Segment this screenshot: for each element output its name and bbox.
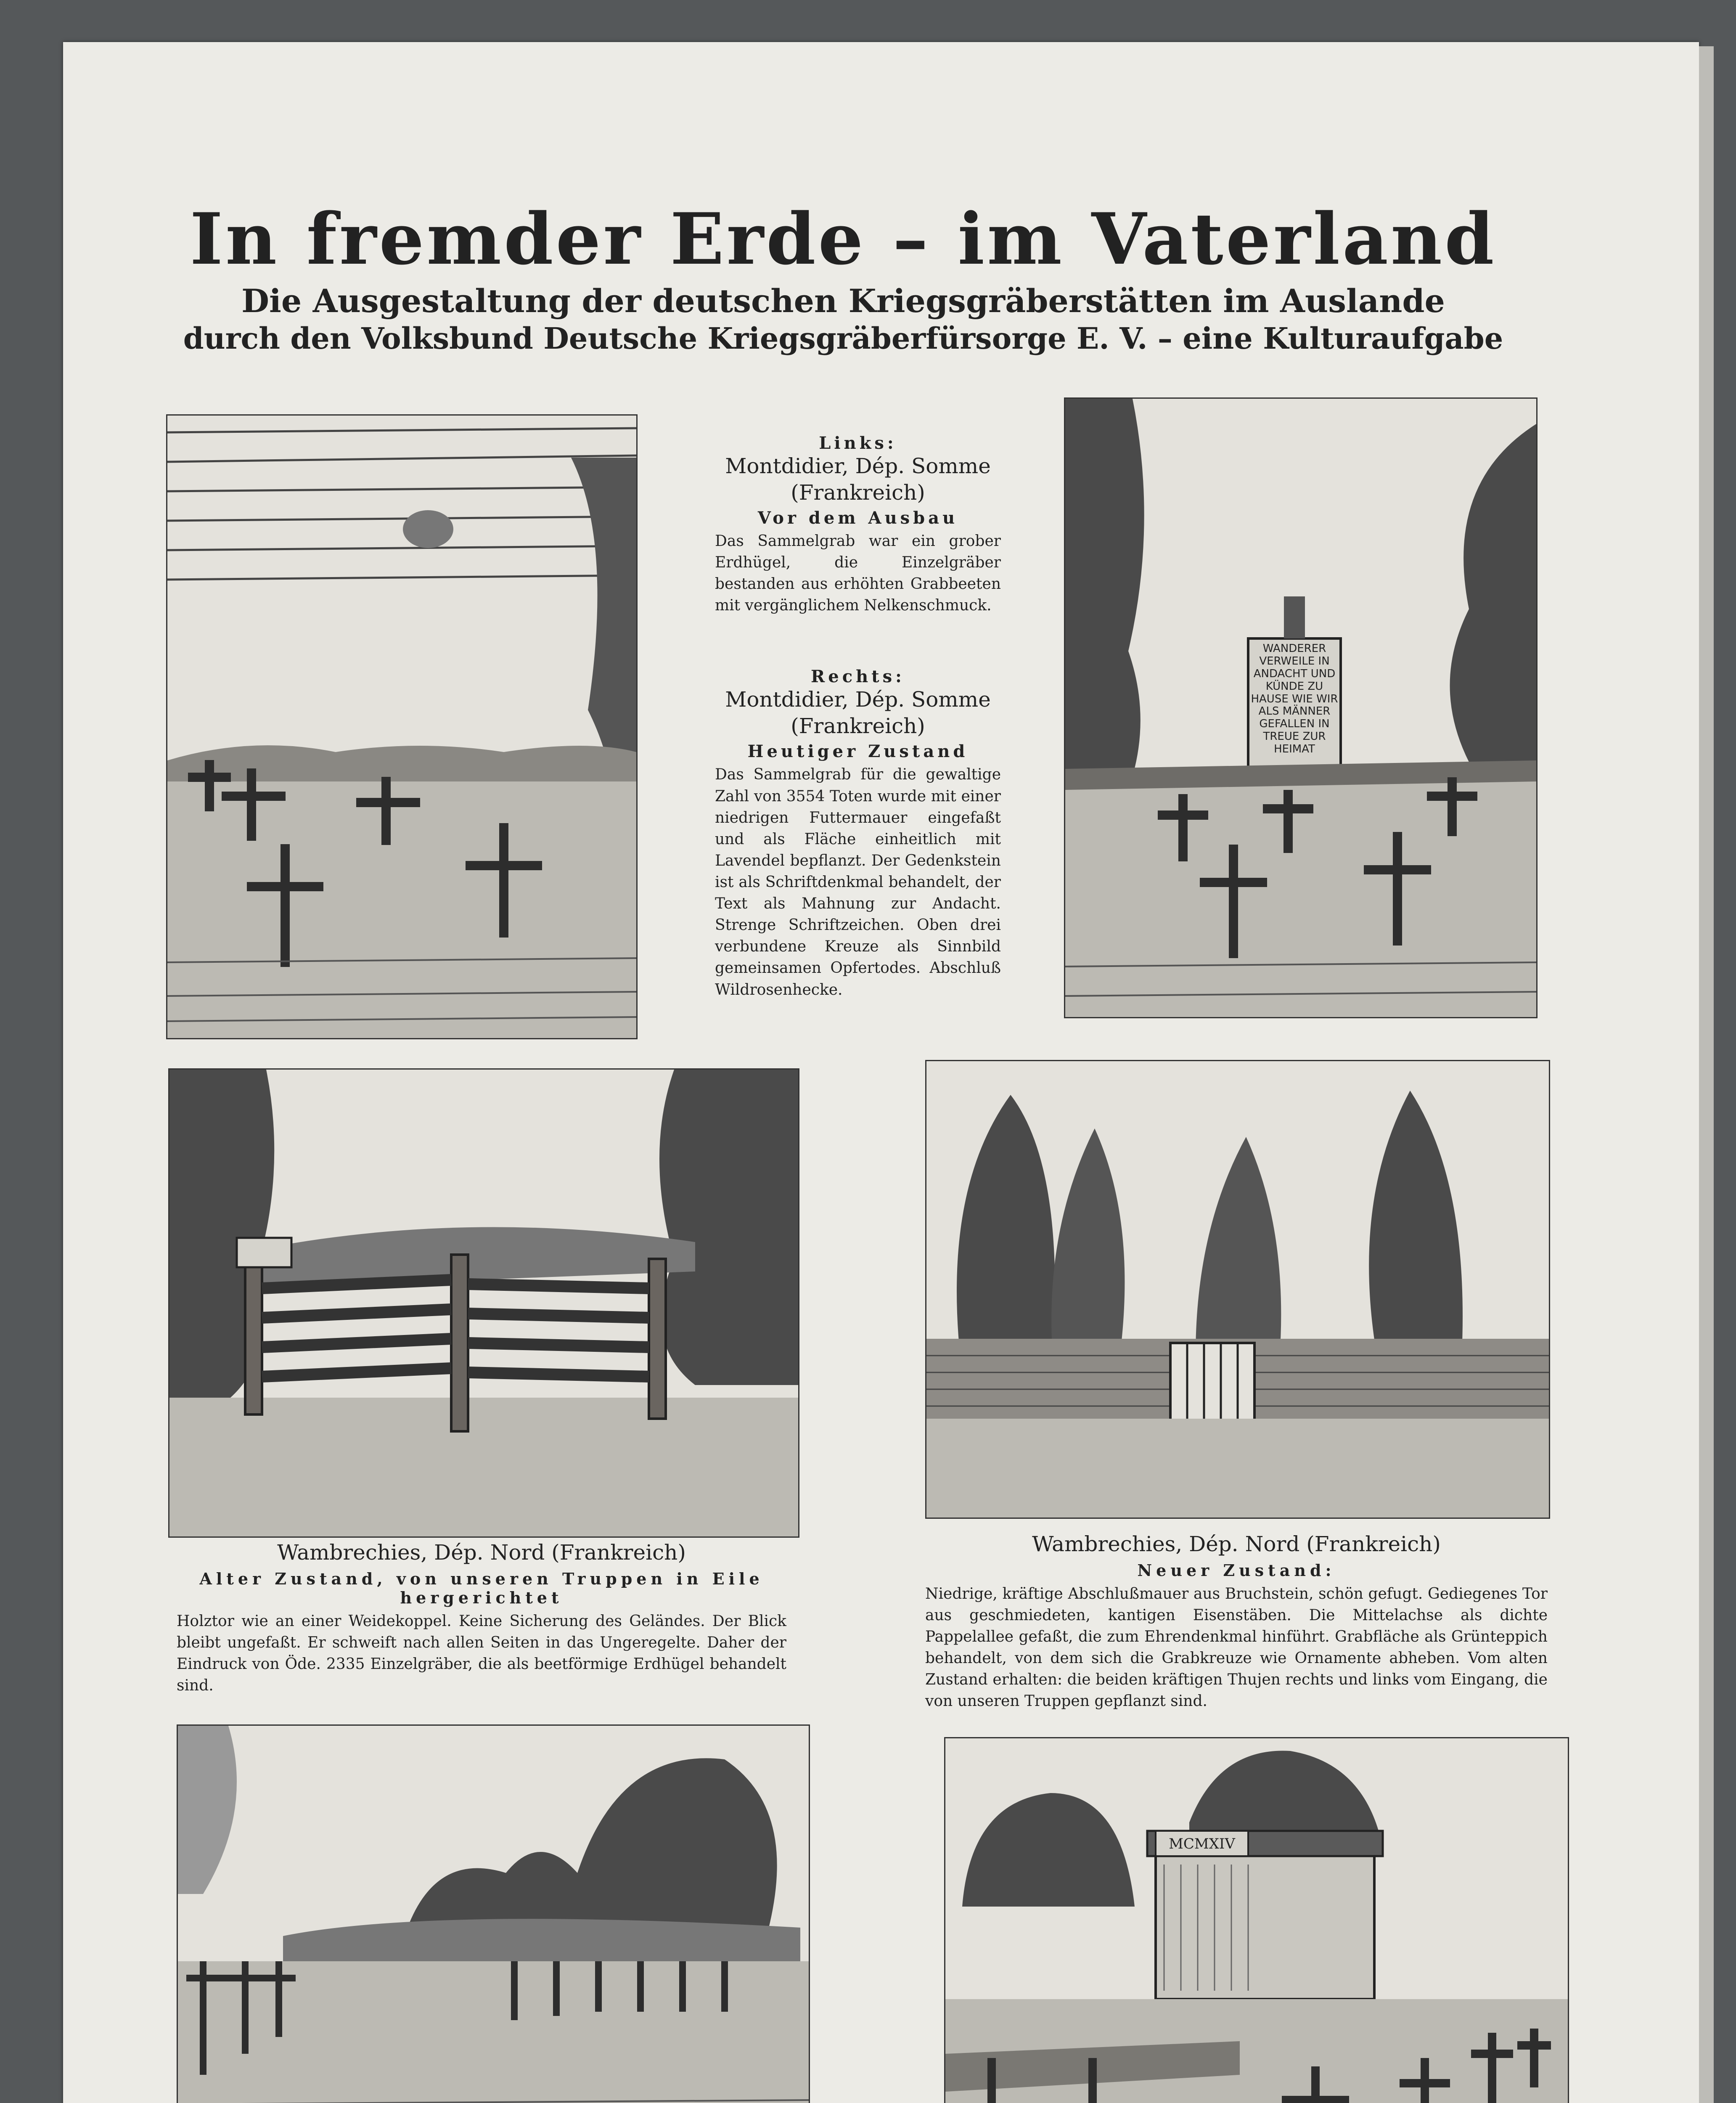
caption-wambrechies-left — [177, 1539, 786, 1696]
monument-inscription: WANDERER VERWEILE IN ANDACHT UND KÜNDE ZU HAUSE WIE WIR ALS MÄNNER GEFALLEN IN TREUE ZUR HEIMAT — [1251, 643, 1338, 756]
caption-body: Das Sammelgrab war ein grober Erdhügel, die Einzelgräber bestanden aus erhöhten Grabbeeten mit vergänglichem Nelkenschmuck. — [715, 532, 1001, 614]
caption-wambrechies-right — [925, 1531, 1548, 1712]
caption-state: Neuer Zustand: — [1137, 1560, 1336, 1580]
page-edge — [1699, 46, 1714, 2103]
illustration-viry-before — [177, 1724, 810, 2103]
illustration-montdidier-before — [166, 414, 638, 1039]
caption-montdidier — [715, 433, 1001, 1001]
article-header — [160, 197, 1527, 356]
sarcophagus-inscription: MCMXIV — [1169, 1835, 1235, 1852]
caption-place: Wambrechies, Dép. Nord (Frankreich) — [1032, 1532, 1441, 1556]
caption-label-left: Links: — [819, 433, 897, 453]
article-title: In fremder Erde – im Vaterland — [190, 197, 1497, 281]
caption-state: Vor dem Ausbau — [757, 508, 958, 528]
caption-body: Das Sammelgrab für die gewaltige Zahl von 3554 Toten wurde mit einer niedrigen Futtermauer eingefaßt und als Fläche einheitlich mit Lavendel bepflanzt. Der Gedenkstein ist als Schriftdenkmal behandelt, der Text als Mahnung zur Andacht. Strenge Schriftzeichen. Oben drei verbundene Kreuze als Sinnbild gemeinsamen Opfertodes. Abschluß Wildrosenhecke. — [715, 766, 1001, 999]
caption-place: Montdidier, Dép. Somme (Frankreich) — [725, 687, 991, 738]
illustration-wambrechies-before — [168, 1068, 799, 1538]
caption-state: Heutiger Zustand — [747, 742, 969, 762]
caption-body: Holztor wie an einer Weidekoppel. Keine Sicherung des Geländes. Der Blick bleibt ungefaßt. Er schweift nach allen Seiten in das Ungeregelte. Daher der Eindruck von Öde. 2335 Einzelgräber, die als beetförmige Erdhügel behandelt sind. — [177, 1612, 786, 1694]
caption-place: Montdidier, Dép. Somme (Frankreich) — [725, 454, 991, 505]
article-subtitle: Die Ausgestaltung der deutschen Kriegsgräberstätten im Auslande — [241, 282, 1445, 320]
illustration-wambrechies-after — [925, 1060, 1550, 1519]
illustration-montdidier-after — [1064, 397, 1538, 1018]
caption-label-right: Rechts: — [811, 667, 905, 687]
illustration-viry-after — [944, 1737, 1569, 2103]
caption-state: Alter Zustand, von unseren Truppen in Eile hergerichtet — [199, 1569, 764, 1607]
article-subtitle-2: durch den Volksbund Deutsche Kriegsgräberfürsorge E. V. – eine Kulturaufgabe — [183, 320, 1503, 356]
caption-place: Wambrechies, Dép. Nord (Frankreich) — [277, 1540, 686, 1565]
caption-body: Niedrige, kräftige Abschlußmauer aus Bruchstein, schön gefugt. Gediegenes Tor aus geschmiedeten, kantigen Eisenstäben. Die Mittelachse als dichte Pappelallee gefaßt, die zum Ehrendenkmal hinführt. Grabfläche als Grünteppich behandelt, von dem sich die Grabkreuze wie Ornamente abheben. Vom alten Zustand erhalten: die beiden kräftigen Thujen rechts und links vom Eingang, die von unseren Truppen gepflanzt sind. — [925, 1585, 1548, 1710]
